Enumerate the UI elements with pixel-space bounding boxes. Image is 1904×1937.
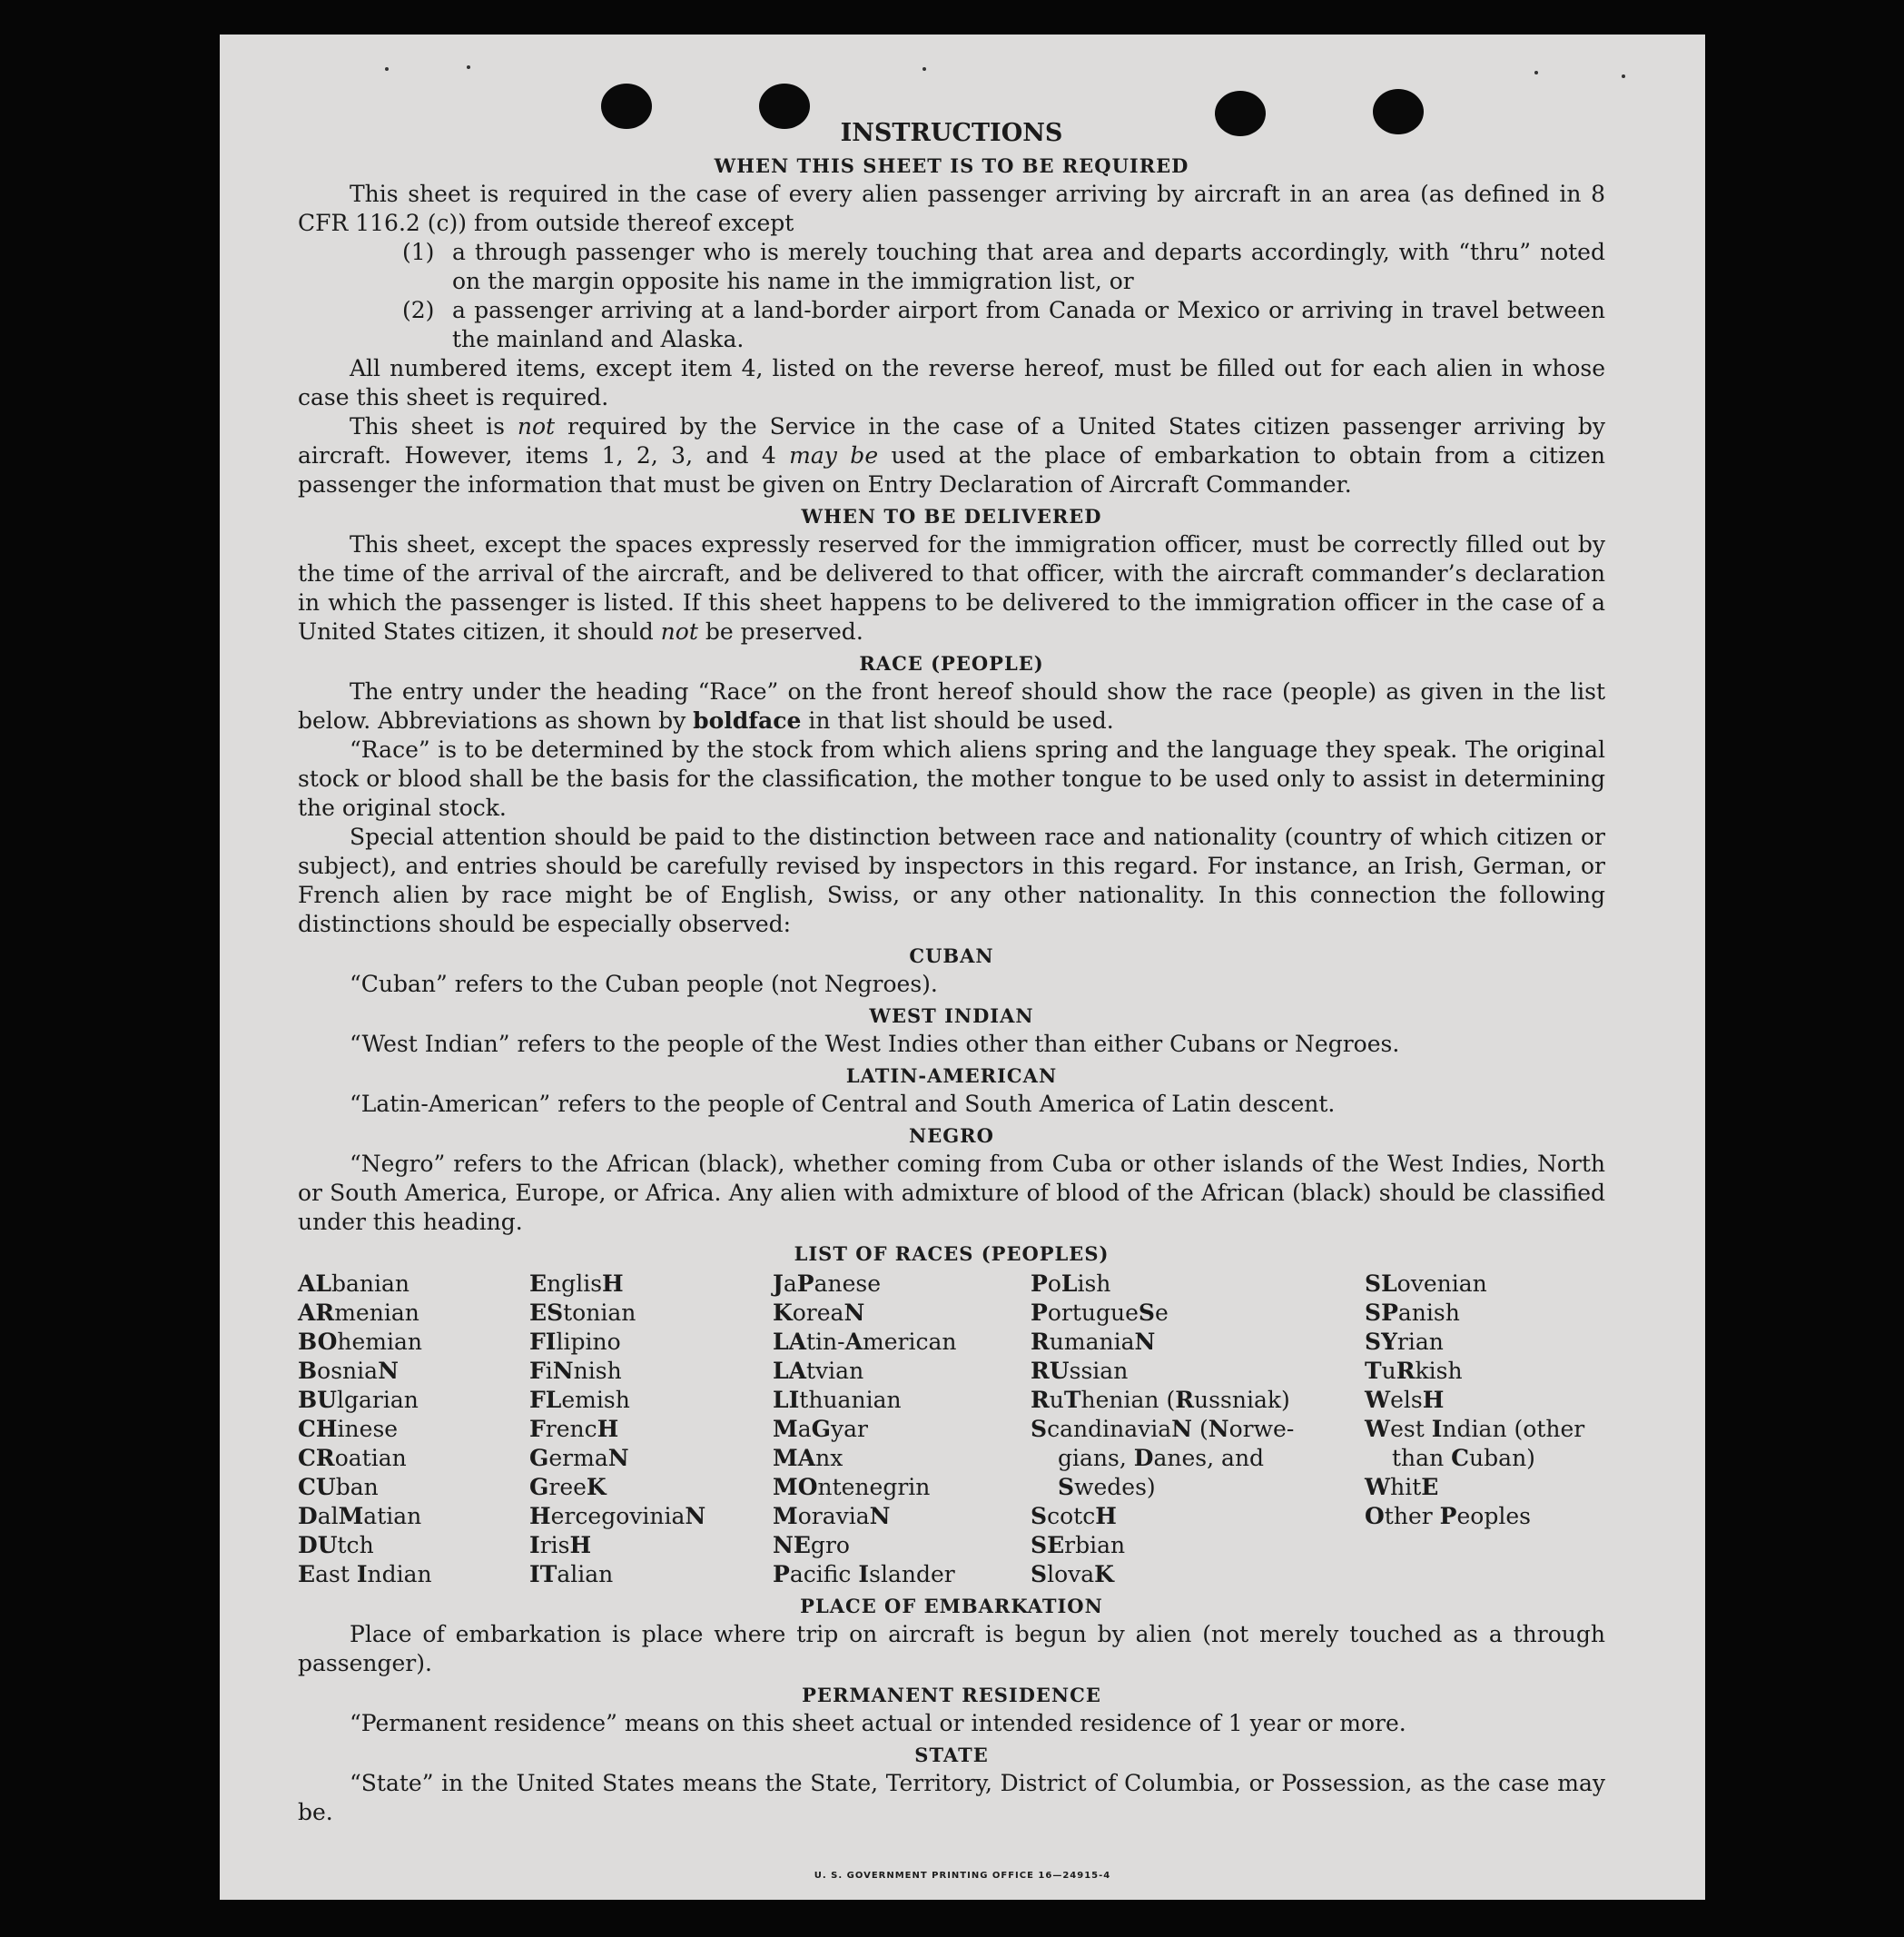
printer-imprint: U. S. GOVERNMENT PRINTING OFFICE 16—24915-4 [814,1871,1111,1881]
race-entry: FrencH [529,1416,619,1442]
list-item [402,296,1605,354]
race-entry: ITalian [529,1561,614,1587]
page-title: INSTRUCTIONS [840,119,1063,147]
race-entry: ScandinaviaN (Norwe- [1031,1416,1295,1442]
race-entry: DUtch [298,1532,374,1558]
race-column [529,1270,773,1589]
race-entry: KoreaN [773,1300,865,1326]
paragraph: Special attention should be paid to the distinction between race and nationality (country of which citizen or subject), and entries should be carefully revised by inspectors in this regard. For instance, an Irish, German, or French alien by race might be of English, Swiss, or any other nationality. In this connection the following distinctions should be especially observed: [298,824,1605,937]
race-entry: ALbanian [298,1270,410,1297]
race-entry: MoraviaN [773,1503,891,1529]
race-entry: than Cuban) [1392,1445,1535,1471]
speck [1534,71,1538,74]
text-run: This sheet is [350,413,518,440]
paragraph: “Race” is to be determined by the stock from which aliens spring and the language they speak. The original stock or blood shall be the basis for the classification, the mother tongue to be used only to assist in determining the original stock. [298,736,1605,821]
race-entry: Swedes) [1058,1474,1156,1500]
race-entry: ScotcH [1031,1503,1117,1529]
race-entry: WelsH [1365,1387,1445,1413]
race-entry: BOhemian [298,1329,423,1355]
race-entry: WhitE [1365,1474,1439,1500]
race-entry: TuRkish [1365,1358,1463,1384]
section-heading: WEST INDIAN [869,1004,1034,1027]
race-entry: JaPanese [773,1270,882,1297]
section-heading: LIST OF RACES (PEOPLES) [794,1242,1110,1265]
item-number: (1) [402,239,435,265]
item-text: a passenger arriving at a land-border airport from Canada or Mexico or arriving in travel between the mainland and Alaska. [452,297,1605,352]
race-entry: LAtvian [773,1358,864,1384]
paragraph: “Permanent residence” means on this sheet actual or intended residence of 1 year or more. [350,1710,1406,1736]
speck [467,65,470,69]
race-entry: GermaN [529,1445,629,1471]
race-entry: LAtin-American [773,1329,957,1355]
race-entry: MOntenegrin [773,1474,931,1500]
paragraph: “Cuban” refers to the Cuban people (not Negroes). [350,971,938,997]
race-entry: CRoatian [298,1445,407,1471]
race-entry: SYrian [1365,1329,1444,1355]
text-run: The entry under the heading “Race” on the front hereof should show the race (people) as given in the list below. Abbreviations as shown by [298,678,1605,734]
document-page [220,35,1705,1900]
italic-run: not [660,618,698,645]
paragraph [298,677,1605,736]
item-text: a through passenger who is merely touching that area and departs accordingly, with “thru” noted on the margin opposite his name in the immigration list, or [452,239,1605,294]
race-entry: PoLish [1031,1270,1111,1297]
section-heading: CUBAN [909,944,994,967]
race-entry: NEgro [773,1532,850,1558]
race-entry: BUlgarian [298,1387,419,1413]
race-entry: CHinese [298,1416,399,1442]
race-entry: HercegoviniaN [529,1503,706,1529]
section-heading: WHEN TO BE DELIVERED [801,505,1102,528]
paragraph: “Latin-American” refers to the people of Central and South America of Latin descent. [350,1091,1336,1117]
race-entry: FiNnish [529,1358,622,1384]
paragraph: This sheet is required in the case of every alien passenger arriving by aircraft in an area (as defined in 8 CFR 116.2 (c)) from outside thereof except [298,181,1605,236]
paragraph: Place of embarkation is place where trip on aircraft is begun by alien (not merely touched as a through passenger). [298,1621,1605,1676]
race-entry: SlovaK [1031,1561,1114,1587]
italic-run: not [517,413,556,440]
race-column [1365,1270,1605,1589]
race-entry: DalMatian [298,1503,422,1529]
race-entry: CUban [298,1474,379,1500]
race-entry: FIlipino [529,1329,621,1355]
race-entry: Other Peoples [1365,1503,1531,1529]
race-entry: RumaniaN [1031,1329,1156,1355]
race-entry: IrisH [529,1532,592,1558]
paragraph: All numbered items, except item 4, listed on the reverse hereof, must be filled out for each alien in whose case this sheet is required. [298,355,1605,410]
text-run: This sheet, except the spaces expressly reserved for the immigration officer, must be correctly filled out by the time of the arrival of the aircraft, and be delivered to that officer, with the aircraft commander’s declaration in which the passenger is listed. If this sheet happens to be delivered to the immigration officer in the case of a United States citizen, it should [298,531,1605,645]
text-run: be preserved. [697,618,863,645]
race-column [298,1270,529,1589]
section-heading: STATE [914,1744,989,1766]
race-list [298,1270,1605,1589]
section-heading: PLACE OF EMBARKATION [800,1595,1103,1617]
race-entry: ARmenian [298,1300,419,1326]
section-heading: LATIN-AMERICAN [845,1064,1058,1087]
race-entry: SPanish [1365,1300,1460,1326]
race-entry: RuThenian (Russniak) [1031,1387,1290,1413]
race-entry: East Indian [298,1561,432,1587]
italic-run: may be [789,442,879,469]
race-entry: SLovenian [1365,1270,1487,1297]
speck [385,67,389,71]
paragraph: “West Indian” refers to the people of the West Indies other than either Cubans or Negroes. [350,1031,1400,1057]
race-entry: gians, Danes, and [1058,1445,1265,1471]
paragraph [298,530,1605,647]
document-body [298,118,1605,1827]
race-entry: PortugueSe [1031,1300,1169,1326]
text-run: used at the place of embarkation to obtain from a citizen passenger the information that must be given on Entry Declaration of Aircraft Commander. [298,442,1605,498]
paragraph: “State” in the United States means the State, Territory, District of Columbia, or Possession, as the case may be. [298,1770,1605,1825]
bold-run: boldface [693,707,802,734]
race-entry: MAnx [773,1445,843,1471]
race-entry: RUssian [1031,1358,1129,1384]
race-entry: Pacifc Islander [773,1561,955,1587]
paragraph [298,412,1605,499]
section-heading: WHEN THIS SHEET IS TO BE REQUIRED [714,154,1189,177]
section-heading: NEGRO [909,1124,994,1147]
race-column [773,1270,1031,1589]
section-heading: PERMANENT RESIDENCE [802,1684,1101,1706]
text-run: required by the Service in the case of a United States citizen passenger arriving by aircraft. However, items 1, 2, 3, and 4 [298,413,1605,469]
list-item [402,238,1605,296]
race-entry: West Indian (other [1365,1416,1585,1442]
speck [922,67,926,71]
text-run: in that list should be used. [801,707,1114,734]
paragraph: “Negro” refers to the African (black), whether coming from Cuba or other islands of the West Indies, North or South America, Europe, or Africa. Any alien with admixture of blood of the African (black) should be classified under this heading. [298,1151,1605,1235]
speck [1622,74,1625,78]
race-entry: FLemish [529,1387,630,1413]
section-heading: RACE (PEOPLE) [859,652,1044,675]
race-entry: SErbian [1031,1532,1126,1558]
race-entry: MaGyar [773,1416,868,1442]
item-number: (2) [402,297,435,323]
race-entry: BosniaN [298,1358,399,1384]
race-entry: GreeK [529,1474,607,1500]
race-entry: EnglisH [529,1270,624,1297]
race-column [1031,1270,1365,1589]
race-entry: LIthuanian [773,1387,902,1413]
race-entry: EStonian [529,1300,636,1326]
